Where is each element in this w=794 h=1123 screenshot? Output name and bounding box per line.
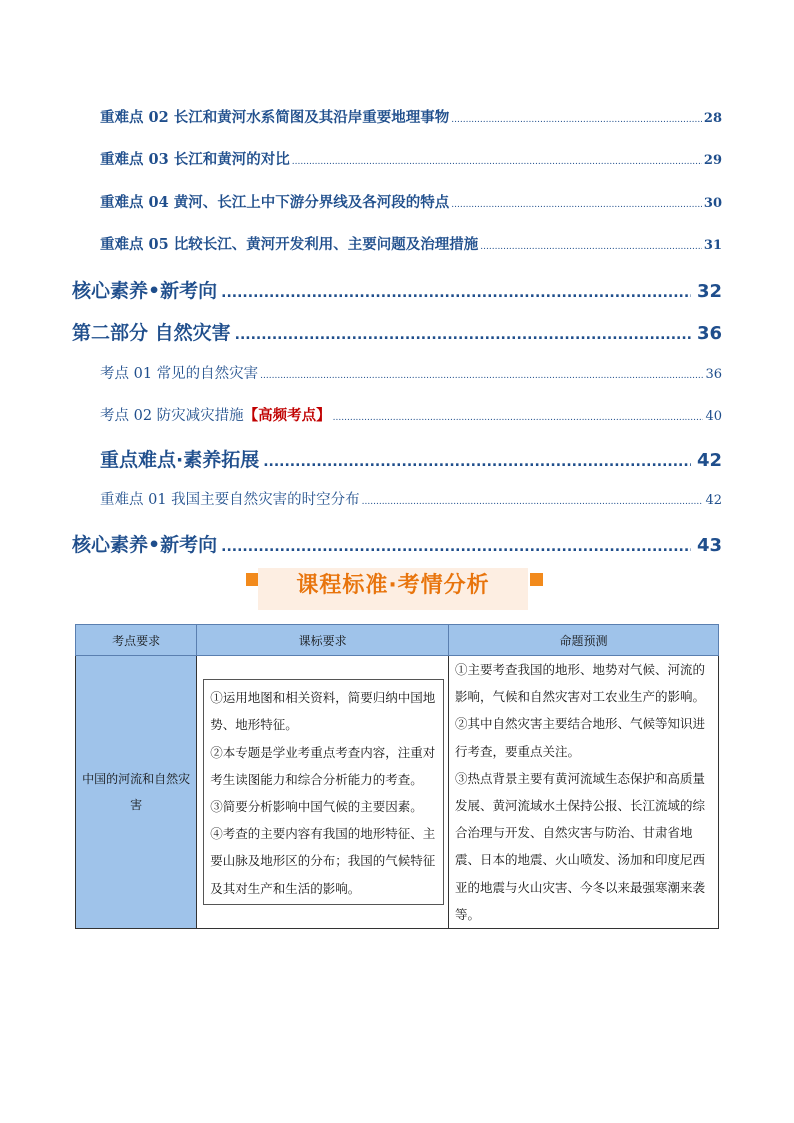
- toc-entry-label: 重难点 04 黄河、长江上中下游分界线及各河段的特点: [100, 194, 450, 211]
- prediction-item: ①主要考查我国的地形、地势对气候、河流的影响，气候和自然灾害对工农业生产的影响。: [455, 662, 706, 705]
- toc-entry-page: 31: [703, 238, 722, 253]
- curriculum-table: [75, 624, 719, 929]
- toc-entry[interactable]: [100, 191, 722, 212]
- toc-entry-page: 36: [705, 367, 722, 382]
- toc-entry-page: 36: [696, 323, 722, 344]
- requirements-cell: [197, 656, 449, 929]
- prediction-item: ②其中自然灾害主要结合地形、气候等知识进行考查，要重点关注。: [455, 716, 706, 759]
- table-row: [76, 656, 719, 929]
- topic-cell: [76, 656, 197, 929]
- toc-leader-dots: [451, 115, 702, 125]
- table-header-cell: 考点要求: [76, 625, 197, 656]
- toc-entry-page: 42: [696, 450, 722, 471]
- toc-leader-dots: [260, 371, 703, 381]
- requirement-item: ③简要分析影响中国气候的主要因素。: [210, 799, 423, 815]
- table-header-cell: 课标要求: [197, 625, 449, 656]
- toc-entry-page: 40: [705, 409, 722, 424]
- toc-entry-page: 28: [703, 111, 722, 126]
- requirement-item: ①运用地图和相关资料，简要归纳中国地势、地形特征。: [210, 690, 436, 733]
- toc-leader-dots: [292, 157, 702, 167]
- toc-entry-label: 重难点 03 长江和黄河的对比: [100, 151, 290, 168]
- toc-entry-label: 考点 01 常见的自然灾害: [100, 366, 259, 382]
- toc-leader-dots: [235, 327, 691, 343]
- toc-leader-dots: [480, 242, 702, 252]
- requirement-item: ④考查的主要内容有我国的地形特征、主要山脉及地形区的分布；我国的气候特征及其对生产和生活的影响。: [210, 826, 436, 896]
- toc-entry-part[interactable]: [72, 318, 722, 345]
- toc-leader-dots: [221, 285, 691, 301]
- topic-text: 中国的河流和自然灾害: [82, 772, 191, 813]
- table-header-cell: 命题预测: [449, 625, 719, 656]
- toc-leader-dots: [451, 200, 702, 210]
- toc-entry-label: 考点 02 防灾减灾措施: [100, 408, 244, 424]
- toc-leader-dots: [263, 454, 691, 470]
- toc-entry[interactable]: [100, 362, 722, 383]
- toc-entry-label: 重难点 02 长江和黄河水系简图及其沿岸重要地理事物: [100, 109, 450, 126]
- toc-leader-dots: [221, 539, 691, 555]
- predictions-cell: [449, 656, 719, 929]
- high-frequency-tag: 【高频考点】: [243, 407, 331, 424]
- toc-entry-label: 重难点 01 我国主要自然灾害的时空分布: [100, 492, 360, 508]
- toc-entry-label: 第二部分 自然灾害: [72, 322, 231, 344]
- prediction-item: ③热点背景主要有黄河流域生态保护和高质量发展、黄河流域水土保持公报、长江流域的综合治理与开发、自然灾害与防治、甘肃省地震、日本的地震、火山喷发、汤加和印度尼西亚的地震与火山灾害、今冬以来最强寒潮来袭等。: [455, 770, 706, 922]
- toc-entry-major[interactable]: [72, 276, 722, 303]
- section-banner-title: 课程标准·考情分析: [296, 573, 490, 598]
- toc-entry[interactable]: [100, 148, 722, 169]
- requirements-box: [203, 679, 444, 905]
- toc-entry-label: 重点难点·素养拓展: [100, 449, 260, 471]
- toc-entry-page: 42: [705, 493, 722, 508]
- toc-leader-dots: [333, 413, 704, 423]
- toc-entry-page: 43: [696, 535, 722, 556]
- toc-entry-page: 29: [703, 153, 722, 168]
- toc-leader-dots: [362, 497, 704, 507]
- table-header-row: [76, 625, 719, 656]
- toc-entry-page: 30: [703, 196, 722, 211]
- toc-entry-major[interactable]: [100, 445, 722, 472]
- toc-entry-label: 核心素养•新考向: [72, 534, 218, 556]
- toc-entry-major[interactable]: [72, 530, 722, 557]
- toc-entry[interactable]: [100, 106, 722, 127]
- toc-entry-label: 核心素养•新考向: [72, 280, 218, 302]
- toc-entry[interactable]: [100, 488, 722, 509]
- toc-entry[interactable]: [100, 404, 722, 425]
- toc-entry-label: 重难点 05 比较长江、黄河开发利用、主要问题及治理措施: [100, 236, 479, 253]
- section-banner: [258, 568, 528, 610]
- requirement-item: ②本专题是学业考重点考查内容，注重对考生读图能力和综合分析能力的考查。: [210, 744, 436, 787]
- toc-entry[interactable]: [100, 233, 722, 254]
- toc-entry-page: 32: [696, 281, 722, 302]
- banner-square-right-icon: [530, 573, 543, 586]
